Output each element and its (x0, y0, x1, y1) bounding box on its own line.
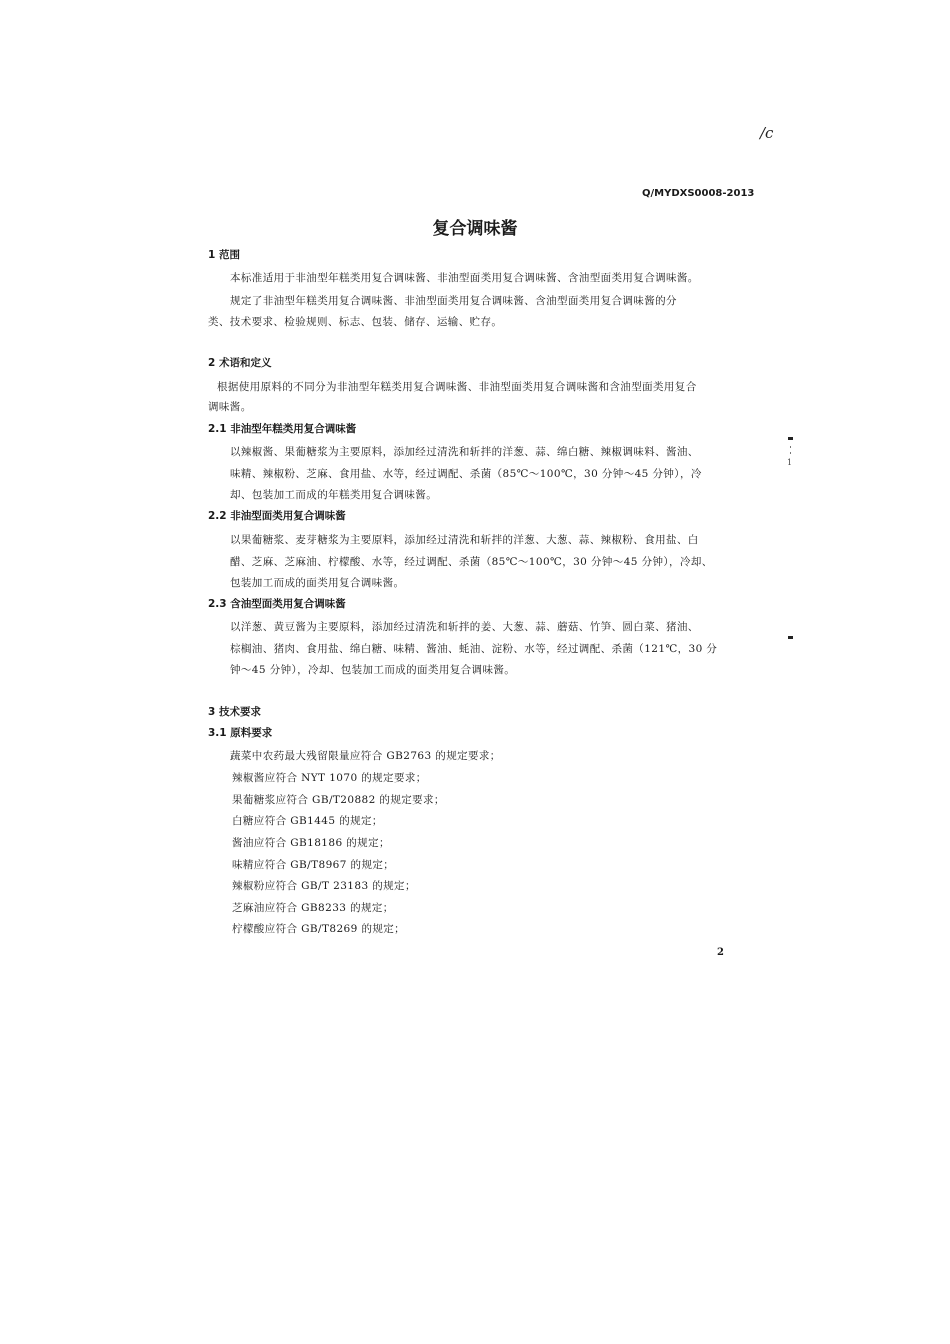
requirement-line: 酱油应符合 GB18186 的规定； (232, 837, 390, 849)
section-2-3-line: 棕榈油、猪肉、食用盐、绵白糖、味精、酱油、蚝油、淀粉、水等，经过调配、杀菌（121℃，30 分 (230, 643, 718, 655)
margin-indicator: 1 (787, 458, 793, 467)
section-1-heading: 1 范围 (208, 249, 240, 261)
margin-mark (788, 437, 793, 440)
requirement-line: 蔬菜中农药最大残留限量应符合 GB2763 的规定要求； (230, 750, 501, 762)
margin-dot (790, 446, 791, 448)
page-title: 复合调味酱 (432, 219, 518, 239)
section-2-1-line: 以辣椒酱、果葡糖浆为主要原料，添加经过清洗和斩拌的洋葱、蒜、绵白糖、辣椒调味料、酱油、 (230, 446, 699, 458)
section-1-line: 规定了非油型年糕类用复合调味酱、非油型面类用复合调味酱、含油型面类用复合调味酱的分 (230, 295, 677, 307)
handwritten-corner-mark: /c (760, 124, 774, 142)
section-2-2-heading: 2.2 非油型面类用复合调味酱 (208, 510, 346, 522)
section-2-2-line: 醋、芝麻、芝麻油、柠檬酸、水等，经过调配、杀菌（85℃～100℃，30 分钟～45 分钟），冷却、 (230, 556, 713, 568)
section-2-line: 调味酱。 (208, 401, 252, 413)
section-2-1-line: 味精、辣椒粉、芝麻、食用盐、水等，经过调配、杀菌（85℃～100℃，30 分钟～45 分钟），冷 (230, 468, 702, 480)
margin-dot (790, 452, 791, 454)
section-2-1-heading: 2.1 非油型年糕类用复合调味酱 (208, 423, 357, 435)
section-1-line: 类、技术要求、检验规则、标志、包装、储存、运输、贮存。 (208, 316, 503, 328)
requirement-line: 味精应符合 GB/T8967 的规定； (232, 859, 395, 871)
section-3-heading: 3 技术要求 (208, 706, 261, 718)
section-3-1-heading: 3.1 原料要求 (208, 727, 273, 739)
section-1-line: 本标准适用于非油型年糕类用复合调味酱、非油型面类用复合调味酱、含油型面类用复合调味酱。 (230, 272, 699, 284)
document-code: Q/MYDXS0008-2013 (642, 188, 755, 199)
margin-mark (788, 636, 793, 639)
section-2-2-line: 以果葡糖浆、麦芽糖浆为主要原料，添加经过清洗和斩拌的洋葱、大葱、蒜、辣椒粉、食用盐、白 (230, 534, 699, 546)
section-2-line: 根据使用原料的不同分为非油型年糕类用复合调味酱、非油型面类用复合调味酱和含油型面类用复合 (217, 381, 697, 393)
section-2-3-line: 以洋葱、黄豆酱为主要原料，添加经过清洗和斩拌的姜、大葱、蒜、蘑菇、竹笋、圆白菜、猪油、 (230, 621, 699, 633)
section-2-2-line: 包装加工而成的面类用复合调味酱。 (230, 577, 405, 589)
requirement-line: 辣椒粉应符合 GB/T 23183 的规定； (232, 880, 416, 892)
requirement-line: 白糖应符合 GB1445 的规定； (232, 815, 383, 827)
section-2-3-line: 钟～45 分钟），冷却、包装加工而成的面类用复合调味酱。 (230, 664, 516, 676)
page-number: 2 (717, 947, 724, 958)
requirement-line: 柠檬酸应符合 GB/T8269 的规定； (232, 923, 406, 935)
section-2-1-line: 却、包装加工而成的年糕类用复合调味酱。 (230, 489, 438, 501)
section-2-3-heading: 2.3 含油型面类用复合调味酱 (208, 598, 346, 610)
requirement-line: 果葡糖浆应符合 GB/T20882 的规定要求； (232, 794, 445, 806)
requirement-line: 辣椒酱应符合 NYT 1070 的规定要求； (232, 772, 427, 784)
requirement-line: 芝麻油应符合 GB8233 的规定； (232, 902, 394, 914)
section-2-heading: 2 术语和定义 (208, 357, 272, 369)
